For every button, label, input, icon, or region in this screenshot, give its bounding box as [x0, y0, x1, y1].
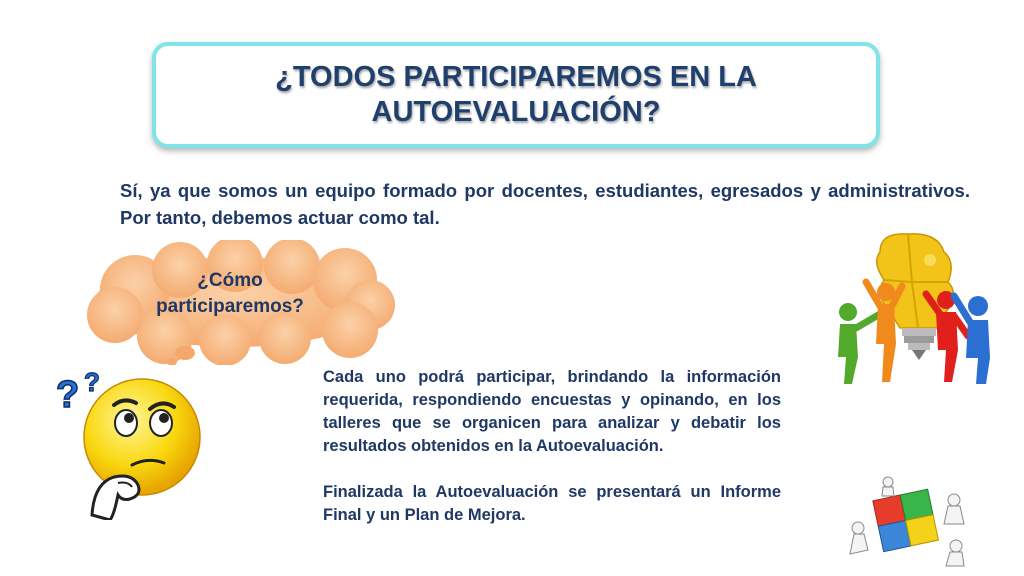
- thought-bubble-text: [110, 268, 350, 320]
- svg-text:?: ?: [84, 367, 100, 397]
- intro-text: Sí, ya que somos un equipo formado por docentes, estudiantes, egresados y administrativos. Por tanto, debemos actuar como tal.: [120, 180, 970, 228]
- title-box: [152, 42, 880, 148]
- thought-bubble-line2: participaremos?: [156, 296, 304, 317]
- thought-bubble-line1: ¿Cómo: [197, 270, 263, 291]
- svg-text:?: ?: [56, 374, 80, 416]
- body-text: [323, 366, 781, 527]
- slide-title-line2: AUTOEVALUACIÓN?: [371, 96, 661, 128]
- slide-title-line1: ¿TODOS PARTICIPAREMOS EN LA: [275, 61, 757, 93]
- paragraph-participation: Cada uno podrá participar, brindando la información requerida, respondiendo encuestas y opinando, en los talleres que se organicen para analizar y debatir los resultados obtenidos en la Autoevaluación.: [323, 368, 781, 455]
- puzzle-pieces-team-icon: [836, 470, 980, 570]
- paragraph-final-report: Finalizada la Autoevaluación se presentará un Informe Final y un Plan de Mejora.: [323, 483, 781, 524]
- slide-title: [275, 60, 757, 130]
- team-puzzle-lightbulb-icon: [818, 232, 1024, 392]
- thinking-face-icon: [52, 365, 207, 520]
